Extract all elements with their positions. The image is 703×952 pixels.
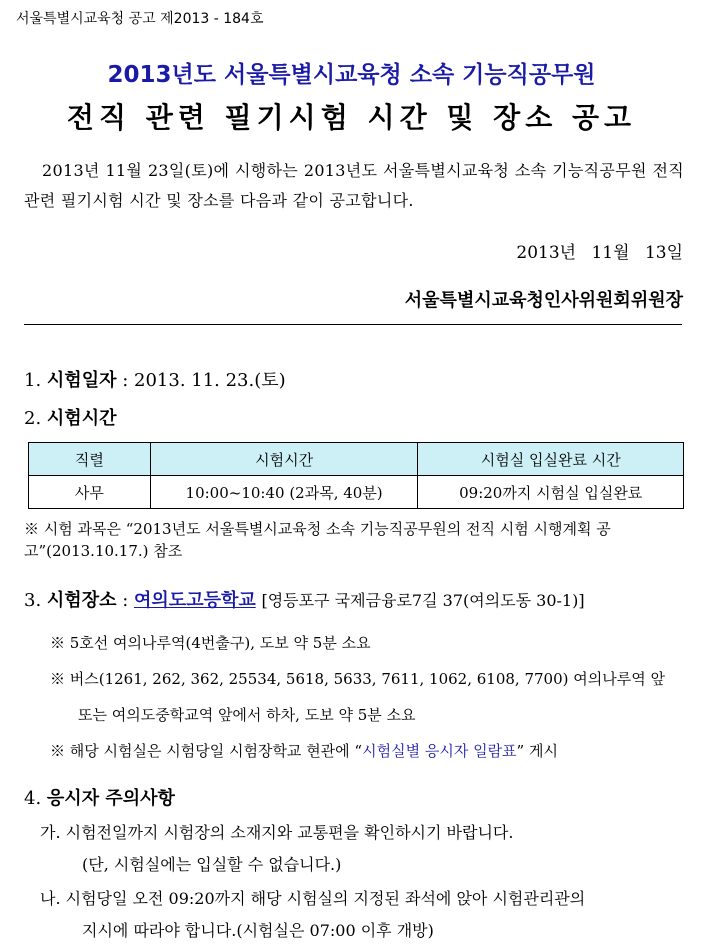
table-header: 시험시간 bbox=[150, 443, 418, 476]
table-row bbox=[29, 476, 684, 509]
notice-text: ” 게시 bbox=[516, 742, 558, 760]
divider bbox=[24, 324, 682, 325]
intro-paragraph: 2013년 11월 23일(토)에 시행하는 2013년도 서울특별시교육청 소속 기능직공무원 전직 관련 필기시험 시간 및 장소를 다음과 같이 공고합니다. bbox=[24, 161, 684, 210]
transit-bus: ※ 버스(1261, 262, 362, 25534, 5618, 5633, 7611, 1062, 6108, 7700) 여의나루역 앞 bbox=[50, 670, 665, 688]
section-heading: 응시자 주의사항 bbox=[46, 788, 175, 809]
table-header: 직렬 bbox=[29, 443, 151, 476]
exam-date-value: : 2013. 11. 23.(토) bbox=[122, 370, 286, 391]
exam-subject-note: ※ 시험 과목은 “2013년도 서울특별시교육청 소속 기능직공무원의 전직 시험 시행계획 공고”(2013.10.17.) 참조 bbox=[24, 520, 611, 560]
announcement-date: 2013년 11월 13일 bbox=[516, 243, 683, 263]
exam-room-notice bbox=[50, 740, 686, 761]
applicant-list-link[interactable]: 시험실별 응시자 일람표 bbox=[362, 742, 517, 760]
title-line-1: 2013년도 서울특별시교육청 소속 기능직공무원 bbox=[107, 62, 596, 88]
transit-bus-cont: 또는 여의도중학교역 앞에서 하차, 도보 약 5분 소요 bbox=[78, 706, 416, 724]
table-cell: 사무 bbox=[29, 476, 151, 509]
section-number: 1. bbox=[24, 370, 42, 391]
notice-item-a-cont: (단, 시험실에는 입실할 수 없습니다.) bbox=[82, 855, 342, 874]
section-exam-time bbox=[24, 404, 116, 430]
table-cell: 10:00~10:40 (2과목, 40분) bbox=[150, 476, 418, 509]
title-line-2: 전직 관련 필기시험 시간 및 장소 공고 bbox=[66, 101, 637, 134]
section-heading: 시험일자 bbox=[46, 370, 117, 391]
table-cell: 09:20까지 시험실 입실완료 bbox=[418, 476, 684, 509]
notice-item-a: 가. 시험전일까지 시험장의 소재지와 교통편을 확인하시기 바랍니다. bbox=[40, 823, 514, 842]
section-exam-place bbox=[24, 586, 585, 612]
notice-text: ※ 해당 시험실은 시험당일 시험장학교 현관에 “ bbox=[50, 742, 363, 760]
notice-item-b: 나. 시험당일 오전 09:20까지 해당 시험실의 지정된 좌석에 앉아 시험관리관의 bbox=[40, 889, 586, 908]
section-number: 3. bbox=[24, 590, 42, 611]
notice-item-b-cont: 지시에 따라야 합니다.(시험실은 07:00 이후 개방) bbox=[82, 921, 434, 940]
section-exam-date bbox=[24, 366, 286, 392]
exam-place-link[interactable]: 여의도고등학교 bbox=[134, 590, 256, 611]
announcement-number: 서울특별시교육청 공고 제2013 - 184호 bbox=[16, 11, 264, 27]
table-header: 시험실 입실완료 시간 bbox=[418, 443, 684, 476]
section-number: 2. bbox=[24, 408, 42, 429]
section-heading: 시험장소 bbox=[46, 590, 117, 611]
transit-subway: ※ 5호선 여의나루역(4번출구), 도보 약 5분 소요 bbox=[50, 634, 371, 652]
issuer-name: 서울특별시교육청인사위원회위원장 bbox=[404, 290, 683, 311]
colon: : bbox=[122, 590, 129, 611]
exam-place-address: [영등포구 국제금융로7길 37(여의도동 30-1)] bbox=[261, 591, 585, 610]
section-number: 4. bbox=[24, 788, 42, 809]
section-notices bbox=[24, 784, 175, 810]
section-heading: 시험시간 bbox=[46, 408, 117, 429]
schedule-table bbox=[28, 442, 684, 509]
table-header-row bbox=[29, 443, 684, 476]
